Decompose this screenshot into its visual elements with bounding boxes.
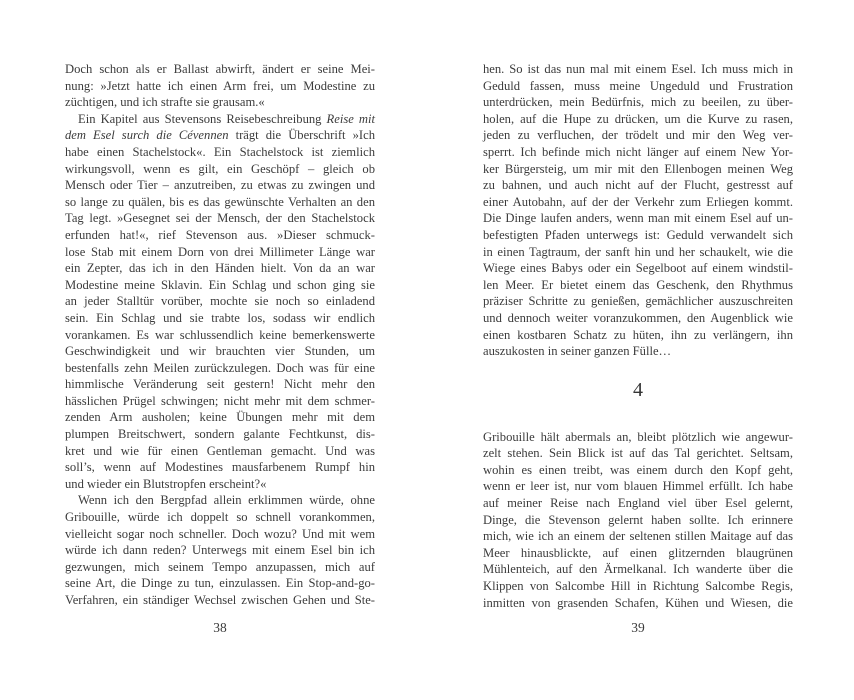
- text-line: [483, 478, 793, 495]
- text-line: [483, 578, 793, 595]
- text-line: [65, 327, 375, 344]
- page-left-text: [65, 61, 375, 609]
- text-segment: zenden Arm ausholen; keine Übungen mehr mit dem: [65, 410, 375, 425]
- text-line: [65, 476, 375, 493]
- text-segment: züchtigen, und ich strafte sie grausam.«: [65, 95, 265, 110]
- text-segment: Gribouille hält abermals an, bleibt plötzlich wie angewur-: [483, 429, 793, 444]
- text-line: [483, 512, 793, 529]
- text-segment: plumpen Breitschwert, sondern galante Fechtkunst, dis-: [65, 427, 375, 442]
- text-segment: Mühlenteich, auf den Ärmelkanal. Ich wanderte über die: [483, 562, 793, 577]
- text-segment: Ein Kapitel aus Stevensons Reisebeschreibung: [78, 111, 327, 126]
- text-line: [483, 61, 793, 78]
- text-segment: habe einen Stachelstock«. Ein Stachelstock ist ziemlich: [65, 144, 375, 159]
- page-right-text: [483, 61, 793, 611]
- text-line: [65, 194, 375, 211]
- text-segment: an jeder Stalltür vorüber, mochte sie noch so einladend: [65, 294, 375, 309]
- text-line: [65, 293, 375, 310]
- text-segment: gezwungen, mich seinem Tempo anzupassen, mich auf: [65, 559, 375, 574]
- text-line: [65, 526, 375, 543]
- page-right: [483, 61, 793, 661]
- text-line: [65, 244, 375, 261]
- page-number-right: 39: [631, 620, 645, 635]
- text-line: [483, 528, 793, 545]
- text-segment: Doch schon als er Ballast abwirft, ändert er seine Mei-: [65, 62, 375, 76]
- text-line: [483, 210, 793, 227]
- text-line: [65, 94, 375, 111]
- text-line: [483, 227, 793, 244]
- text-segment: vielleicht sogar noch schneller. Doch wozu? Und mit wem: [65, 526, 375, 541]
- text-segment: Geduld fassen, muss meine Ungeduld und Frustration: [483, 78, 793, 93]
- italic-text-segment: Reise mit: [326, 111, 375, 126]
- text-segment: ker Bürgersteig, um mir mit den Ellenbogen meinen Weg: [483, 161, 793, 176]
- text-line: [65, 177, 375, 194]
- text-line: [65, 260, 375, 277]
- text-line: [65, 310, 375, 327]
- text-segment: soll’s, wenn auf Modestines mausfarbenem Rumpf hin: [65, 460, 375, 475]
- text-segment: wenn er leer ist, nur vom blauen Himmel erfüllt. Ich habe: [483, 479, 793, 494]
- text-line: [483, 177, 793, 194]
- text-line: [65, 210, 375, 227]
- text-segment: so lange zu quälen, bis es das gewünschte Verhalten an den: [65, 194, 375, 209]
- text-line: [483, 111, 793, 128]
- text-segment: trägt die Überschrift »Ich: [228, 128, 375, 143]
- italic-text-segment: dem Esel surch die Cévennen: [65, 128, 229, 143]
- text-line: [483, 244, 793, 261]
- text-line: [483, 445, 793, 462]
- text-segment: nung: »Jetzt hatte ich einen Arm frei, um Modestine zu: [65, 78, 375, 93]
- text-line: [483, 310, 793, 327]
- text-segment: wirkungsvoll, wenn es gilt, ein Geschöpf – gleich ob: [65, 161, 375, 176]
- text-line: [65, 409, 375, 426]
- text-segment: Mensch oder Tier – anzutreiben, zu etwas zu zwingen und: [65, 178, 375, 193]
- text-line: [483, 545, 793, 562]
- text-segment: seine Art, die Dinge zu tun, einzulassen. Ein Stop-and-go-: [65, 576, 375, 591]
- text-segment: lose Stab mit einem Dorn von drei Millimeter Länge war: [65, 244, 375, 259]
- text-line: [483, 127, 793, 144]
- text-segment: sein. Ein Schlag und sie trabte los, sodass wir endlich: [65, 310, 375, 325]
- text-segment: Klippen von Salcombe Hill in Richtung Salcombe Regis,: [483, 579, 793, 594]
- text-segment: Die Dinge laufen anders, wenn man mit einem Esel auf un-: [483, 211, 793, 226]
- text-segment: ein Zepter, das ich in den Händen hielt. Von da an war: [65, 261, 375, 276]
- text-segment: vorankamen. Es war schlussendlich keine bemerkenswerte: [65, 327, 375, 342]
- text-line: [483, 161, 793, 178]
- text-line: [65, 161, 375, 178]
- text-segment: Verfahren, ein ständiger Wechsel zwischen Gehen und Ste-: [65, 593, 375, 607]
- text-line: [483, 327, 793, 344]
- text-line: [65, 542, 375, 559]
- text-line: [65, 127, 375, 144]
- text-line: [483, 595, 793, 612]
- text-segment: würde ich dann reden? Unterwegs mit einem Esel bin ich: [65, 543, 375, 558]
- text-segment: Wiege eines Babys oder ein Segelboot auf einem windstil-: [483, 261, 793, 276]
- text-line: [483, 561, 793, 578]
- text-segment: himmlische Veränderung seit gestern! Nicht mehr den: [65, 377, 375, 392]
- text-segment: Gribouille, würde ich doppelt so schnell vorankommen,: [65, 510, 375, 525]
- text-line: [483, 343, 793, 360]
- text-segment: zu bahnen, und auch nicht auf der Flucht, gestresst auf: [483, 178, 793, 193]
- page-number-left: 38: [213, 620, 227, 635]
- text-segment: mich, wie ich an einem der seltenen stillen Maitage auf das: [483, 529, 793, 544]
- text-segment: Tag legt. »Gesegnet sei der Mensch, der den Stachelstock: [65, 211, 375, 226]
- text-segment: Dinge, die Stevenson gelernt haben sollte. Ich erinnere: [483, 512, 793, 527]
- text-line: [483, 495, 793, 512]
- text-line: [65, 277, 375, 294]
- text-line: [483, 94, 793, 111]
- text-segment: Wenn ich den Bergpfad allein erklimmen würde, ohne: [78, 493, 375, 508]
- text-line: [483, 277, 793, 294]
- page-left: [65, 61, 375, 661]
- text-line: [65, 492, 375, 509]
- text-line: [65, 426, 375, 443]
- text-segment: zelt stehen. Sein Blick ist auf das Tal gerichtet. Seltsam,: [483, 446, 793, 461]
- text-segment: wohin es einen treibt, was einem durch den Kopf geht,: [483, 462, 793, 477]
- text-line: [483, 260, 793, 277]
- text-segment: und dennoch weiter voranzukommen, den Augenblick wie: [483, 310, 793, 325]
- text-line: [483, 293, 793, 310]
- text-segment: jeden zu verfluchen, der trödelt und mir den Weg ver-: [483, 128, 793, 143]
- text-segment: len Meer. Er bietet einem das Geschenk, den Rhythmus: [483, 277, 793, 292]
- text-line: [65, 144, 375, 161]
- text-line: [65, 559, 375, 576]
- text-line: [65, 376, 375, 393]
- text-segment: hässlichen Prügel schwingen; nicht mehr mit dem schmer-: [65, 393, 375, 408]
- text-segment: inmitten von grasenden Schafen, Kühen und Wiesen, die: [483, 595, 793, 610]
- text-line: [483, 144, 793, 161]
- text-segment: und wieder ein Blutstropfen erscheint?«: [65, 476, 267, 491]
- text-segment: Geschwindigkeit und wir brauchten vier Stunden, um: [65, 344, 375, 359]
- text-line: [483, 194, 793, 211]
- text-segment: sperrt. Ich befinde mich nicht länger auf einem New Yor-: [483, 144, 793, 159]
- text-segment: einer Autobahn, auf der der Verkehr zum Erliegen kommt.: [483, 194, 793, 209]
- text-line: [65, 592, 375, 609]
- text-segment: in einen Tagtraum, der sanft hin und her schaukelt, wie die: [483, 244, 793, 259]
- text-line: [65, 78, 375, 95]
- text-segment: bestenfalls zehn Meilen zurückzulegen. Doch was für eine: [65, 360, 375, 375]
- text-line: [65, 393, 375, 410]
- text-segment: Meer hinausblickte, auf einen glitzernden blaugrünen: [483, 545, 793, 560]
- text-segment: hen. So ist das nun mal mit einem Esel. Ich muss mich in: [483, 62, 793, 76]
- text-line: [483, 429, 793, 446]
- text-segment: einen kostbaren Schatz zu hüten, ihn zu verlängern, ihn: [483, 327, 793, 342]
- text-segment: unterdrücken, mein Bedürfnis, mich zu beeilen, zu über-: [483, 95, 793, 110]
- text-segment: erfunden hat!«, rief Stevenson aus. »Dieser schmuck-: [65, 227, 375, 242]
- text-segment: präziser Schritte zu genießen, gemächlicher auszuschreiten: [483, 294, 793, 309]
- text-segment: befestigten Pfaden unterwegs ist: Geduld verwandelt sich: [483, 227, 793, 242]
- text-line: [65, 459, 375, 476]
- text-segment: auf meiner Reise nach England viel über Esel gelernt,: [483, 496, 793, 511]
- text-segment: holen, auf die Hupe zu drücken, um die Kurve zu rasen,: [483, 111, 793, 126]
- text-line: [483, 78, 793, 95]
- text-line: [65, 360, 375, 377]
- text-line: [65, 227, 375, 244]
- text-line: [65, 343, 375, 360]
- chapter-heading: 4: [633, 378, 643, 401]
- text-segment: Modestine meine Sklavin. Ein Schlag und schon ging sie: [65, 277, 375, 292]
- text-line: [65, 61, 375, 78]
- text-line: [483, 462, 793, 479]
- text-line: [65, 509, 375, 526]
- text-line: [65, 575, 375, 592]
- text-segment: kret und wie für einen Gentleman gemacht. Und was: [65, 443, 375, 458]
- text-line: [65, 443, 375, 460]
- text-segment: auszukosten in seiner ganzen Fülle…: [483, 344, 672, 359]
- text-line: [65, 111, 375, 128]
